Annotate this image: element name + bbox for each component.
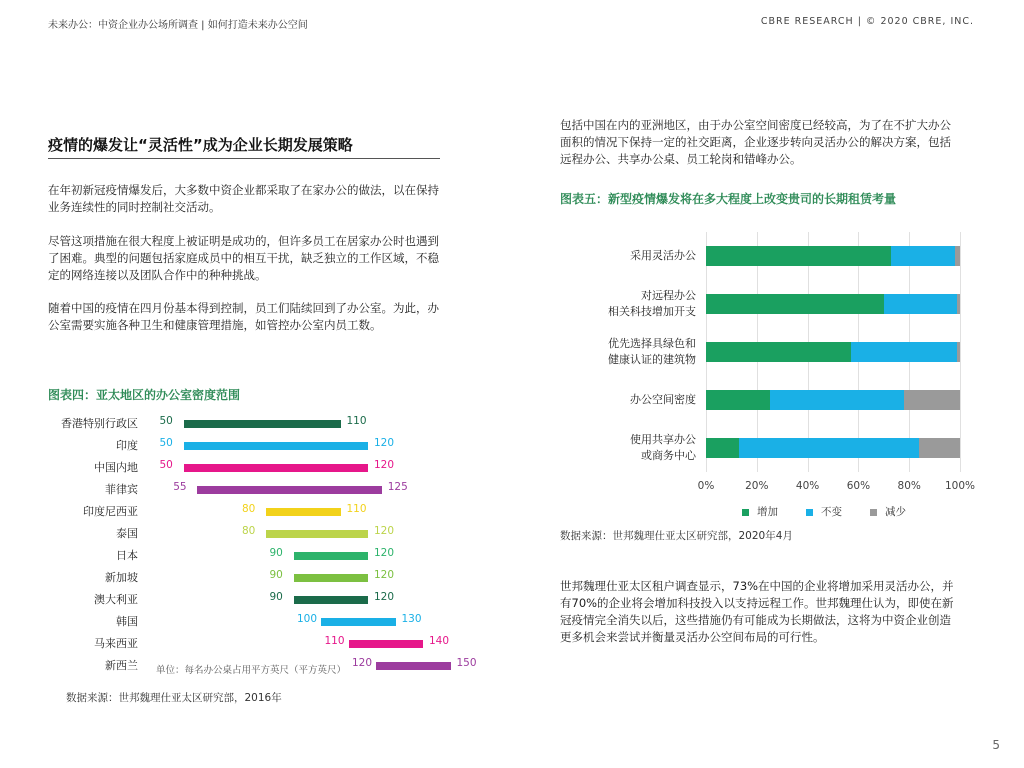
chart4-plot-area — [148, 412, 478, 677]
chart5-category-label-line: 健康认证的建筑物 — [608, 353, 696, 366]
chart4-category-label: 日本 — [116, 549, 138, 562]
chart4-category-label: 澳大利亚 — [94, 593, 138, 606]
chart5-tick-label: 20% — [745, 480, 769, 492]
chart5-category-label-line: 相关科技增加开支 — [608, 305, 696, 318]
chart4-range-bar — [184, 420, 341, 428]
chart5-plot-area — [706, 232, 960, 472]
chart4-category-label: 马来西亚 — [94, 637, 138, 650]
chart5-tick-label: 100% — [944, 480, 976, 492]
chart4-range-bar — [184, 464, 369, 472]
chart4-high-label: 120 — [374, 569, 395, 581]
chart4-high-label: 150 — [456, 657, 477, 669]
chart5-bar-segment — [706, 342, 851, 362]
lease-consideration-chart — [560, 232, 976, 522]
legend-swatch — [806, 509, 813, 516]
chart5-category-label — [630, 392, 696, 408]
chart5-bar-segment — [851, 342, 958, 362]
chart4-range-bar — [266, 508, 341, 516]
chart4-heading: 图表四：亚太地区的办公室密度范围 — [48, 388, 241, 402]
chart4-high-label: 120 — [374, 459, 395, 471]
legend-label: 减少 — [885, 506, 906, 518]
chart4-high-label: 120 — [374, 591, 395, 603]
chart4-category-labels — [48, 412, 138, 677]
chart5-category-label-line: 办公空间密度 — [630, 393, 696, 406]
chart4-low-label: 80 — [242, 525, 256, 537]
chart4-high-label: 130 — [401, 613, 422, 625]
chart5-bar-segment — [884, 294, 958, 314]
chart4-source: 数据来源：世邦魏理仕亚太区研究部，2016年 — [66, 692, 282, 704]
chart5-legend-item — [806, 504, 842, 519]
paragraph-1: 在年初新冠疫情爆发后，大多数中资企业都采取了在家办公的做法，以在保持业务连续性的同时控制社交活动。 — [48, 183, 439, 214]
legend-swatch — [870, 509, 877, 516]
chart5-tick-label: 40% — [795, 480, 820, 492]
chart4-range-bar — [266, 530, 368, 538]
right-closing-paragraph: 世邦魏理仕亚太区租户调查显示，73%在中国的企业将增加采用灵活办公，并有70%的企业将会增加科技投入以支持远程工作。世邦魏理仕认为，即使在新冠疫情完全消失以后，这些措施仍有可能成为长期做法，这将为中资企业创造更多机会来尝试并衡量灵活办公空间布局的可行性。 — [560, 579, 954, 644]
chart4-category-label: 印度尼西亚 — [83, 505, 138, 518]
chart5-source: 数据来源：世邦魏理仕亚太区研究部，2020年4月 — [560, 530, 793, 542]
chart4-range-bar — [321, 618, 396, 626]
chart5-bar-segment — [891, 246, 955, 266]
chart4-category-label: 菲律宾 — [105, 483, 138, 496]
chart5-bar-segment — [957, 342, 960, 362]
chart4-range-bar — [197, 486, 382, 494]
chart4-range-bar — [294, 552, 369, 560]
chart4-category-label: 中国内地 — [94, 461, 138, 474]
chart4-low-label: 90 — [269, 591, 283, 603]
chart4-category-label: 印度 — [116, 439, 138, 452]
chart4-range-bar — [294, 574, 369, 582]
chart5-category-label-line: 使用共享办公 — [630, 433, 696, 446]
chart5-x-axis — [697, 480, 976, 494]
chart5-legend — [742, 504, 906, 519]
chart5-gridline — [960, 232, 961, 472]
chart5-legend-item — [742, 504, 778, 519]
chart4-low-label: 50 — [159, 437, 173, 449]
chart4-high-label: 120 — [374, 437, 395, 449]
header-title: 未来办公：中资企业办公场所调查 | 如何打造未来办公空间 — [48, 20, 308, 31]
title-divider — [48, 158, 440, 159]
legend-label: 不变 — [821, 506, 842, 518]
chart4-category-label: 香港特别行政区 — [61, 417, 138, 430]
chart5-tick-label: 80% — [897, 480, 921, 492]
chart5-bar-segment — [706, 294, 884, 314]
legend-label: 增加 — [757, 506, 778, 518]
chart4-low-label: 120 — [352, 657, 373, 669]
chart5-category-label-line: 对远程办公 — [641, 289, 696, 302]
chart4-low-label: 90 — [269, 569, 283, 581]
chart5-bar-segment — [706, 390, 770, 410]
chart5-tick-label: 60% — [846, 480, 871, 492]
chart5-category-label — [608, 336, 696, 368]
chart4-low-label: 80 — [242, 503, 256, 515]
header-copyright: CBRE RESEARCH | © 2020 CBRE, INC. — [760, 16, 974, 27]
chart5-category-label-line: 采用灵活办公 — [630, 249, 696, 262]
chart4-range-bar — [184, 442, 369, 450]
chart4-high-label: 110 — [346, 415, 367, 427]
chart5-category-label — [630, 248, 696, 264]
chart4-range-bar — [376, 662, 451, 670]
chart5-category-label — [630, 432, 696, 464]
chart5-tick-label: 0% — [697, 480, 715, 492]
chart5-legend-item — [870, 504, 906, 519]
legend-swatch — [742, 509, 749, 516]
chart4-low-label: 55 — [173, 481, 187, 493]
chart5-bar-segment — [955, 246, 960, 266]
chart4-unit-note: 单位：每名办公桌占用平方英尺（平方英尺） — [156, 665, 347, 676]
chart4-category-label: 新西兰 — [105, 659, 138, 672]
chart5-category-label-line: 或商务中心 — [641, 449, 696, 462]
chart5-category-label — [608, 288, 696, 320]
chart4-category-label: 韩国 — [116, 615, 138, 628]
paragraph-2: 尽管这项措施在很大程度上被证明是成功的，但许多员工在居家办公时也遇到了困难。典型的问题包括家庭成员中的相互干扰，缺乏独立的工作区域，不稳定的网络连接以及团队合作中的种种挑战。 — [48, 234, 439, 282]
chart4-high-label: 125 — [387, 481, 408, 493]
chart5-category-labels — [560, 232, 696, 472]
chart5-bar-segment — [739, 438, 919, 458]
chart4-low-label: 90 — [269, 547, 283, 559]
chart4-high-label: 120 — [374, 547, 395, 559]
chart5-heading: 图表五：新型疫情爆发将在多大程度上改变贵司的长期租赁考量 — [560, 192, 897, 206]
chart5-bar-segment — [904, 390, 960, 410]
chart5-category-label-line: 优先选择具绿色和 — [608, 337, 696, 350]
chart4-high-label: 110 — [346, 503, 367, 515]
chart4-high-label: 120 — [374, 525, 395, 537]
paragraph-3: 随着中国的疫情在四月份基本得到控制，员工们陆续回到了办公室。为此，办公室需要实施各种卫生和健康管理措施，如管控办公室内员工数。 — [48, 301, 439, 332]
chart5-bar-segment — [706, 438, 739, 458]
chart5-bar-segment — [706, 246, 891, 266]
chart4-low-label: 110 — [324, 635, 345, 647]
chart4-low-label: 50 — [159, 415, 173, 427]
density-range-chart — [48, 412, 478, 677]
chart5-bar-segment — [919, 438, 960, 458]
right-intro-paragraph: 包括中国在内的亚洲地区，由于办公室空间密度已经较高，为了在不扩大办公面积的情况下保持一定的社交距离，企业逐步转向灵活办公的解决方案，包括远程办公、共享办公桌、员工轮岗和错峰办公。 — [560, 118, 951, 166]
chart4-high-label: 140 — [429, 635, 450, 647]
chart5-bar-segment — [770, 390, 905, 410]
page-number: 5 — [992, 738, 1000, 752]
chart5-bar-segment — [957, 294, 960, 314]
chart4-category-label: 泰国 — [116, 527, 138, 540]
chart4-low-label: 50 — [159, 459, 173, 471]
chart4-range-bar — [294, 596, 369, 604]
section-title: 疫情的爆发让“灵活性”成为企业长期发展策略 — [48, 136, 353, 154]
chart4-low-label: 100 — [297, 613, 318, 625]
chart4-category-label: 新加坡 — [105, 571, 138, 584]
chart4-range-bar — [349, 640, 424, 648]
